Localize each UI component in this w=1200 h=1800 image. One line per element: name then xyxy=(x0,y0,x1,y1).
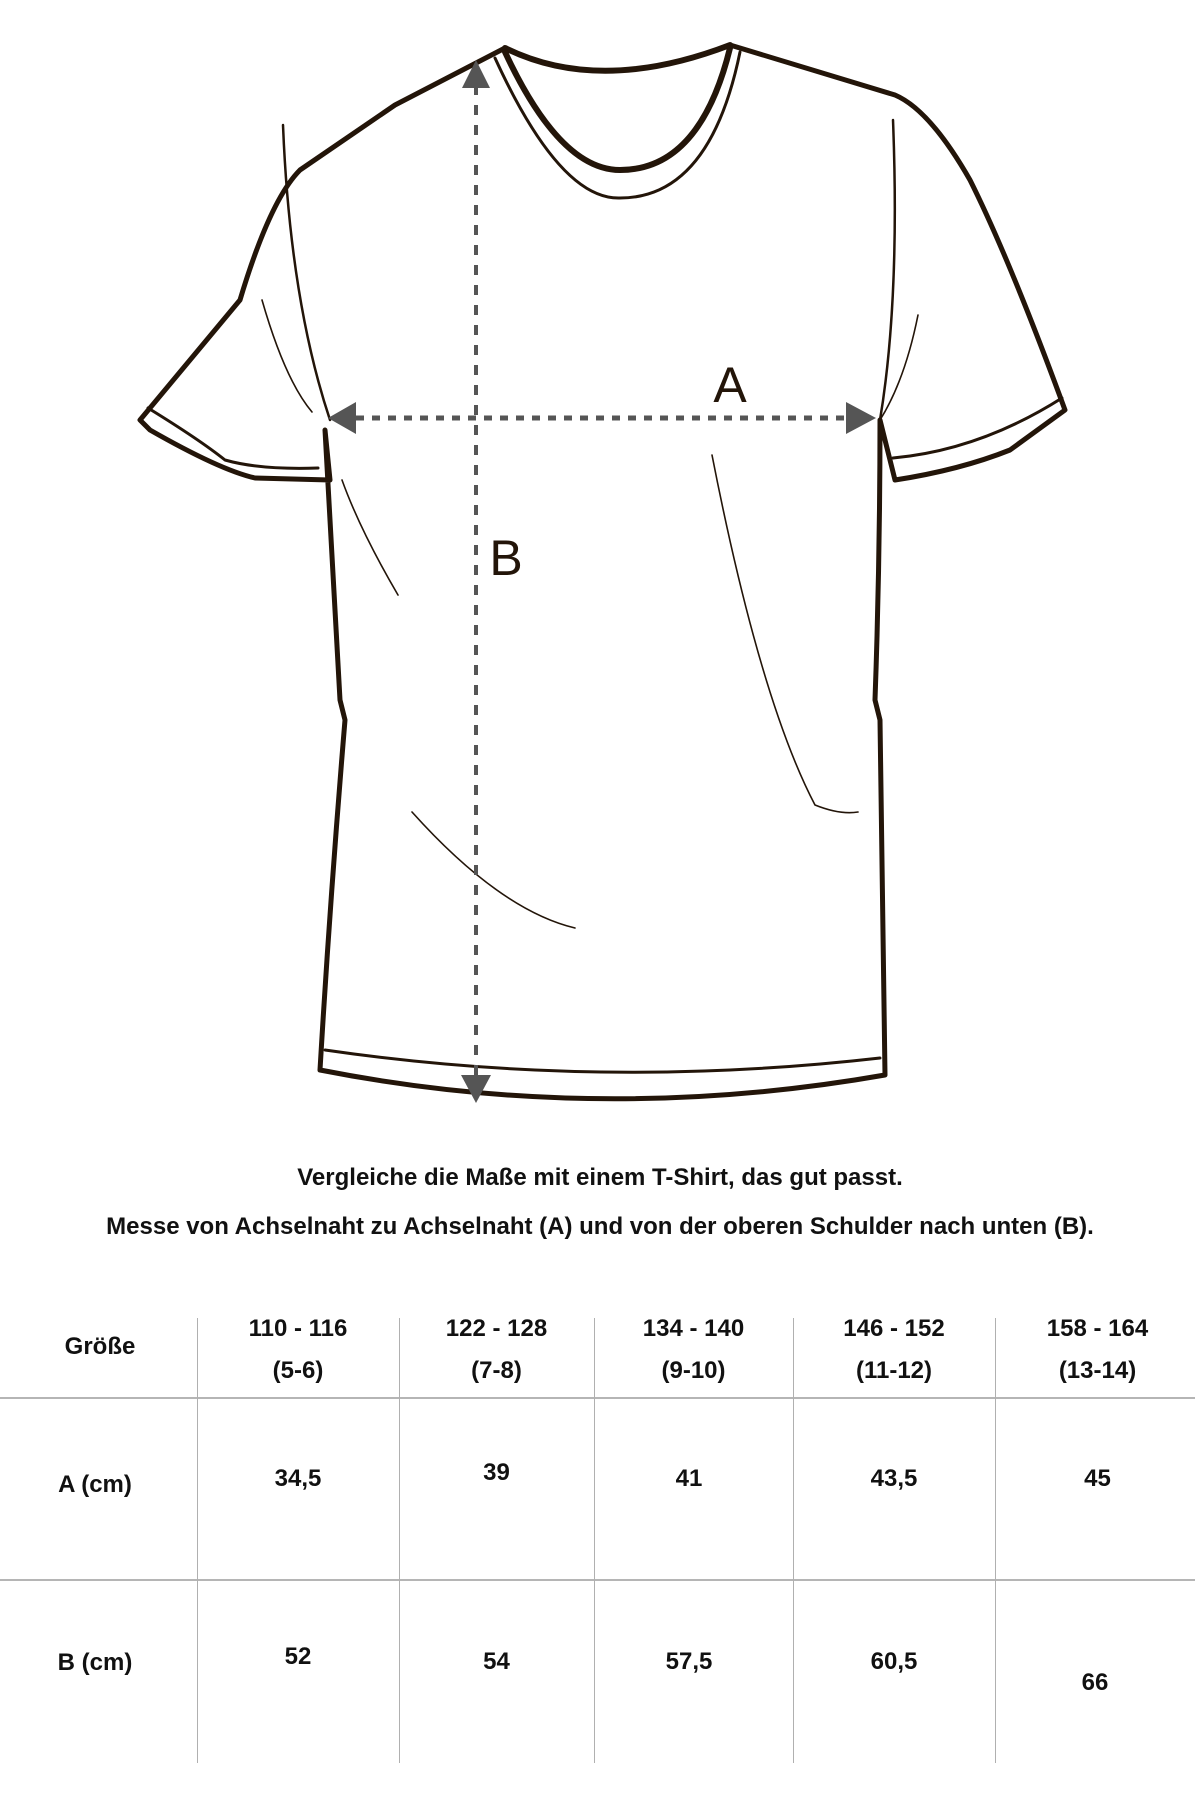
value-cell: 43,5 xyxy=(870,1465,918,1492)
bottom-hem xyxy=(325,1050,880,1072)
arrow-left-icon xyxy=(328,402,356,434)
arrow-right-icon xyxy=(846,402,876,434)
collar-outer xyxy=(495,52,740,198)
arrow-up-icon xyxy=(462,60,490,88)
size-range: 146 - 152 xyxy=(843,1315,945,1342)
row-label-a: A (cm) xyxy=(58,1471,132,1498)
wrinkle-1 xyxy=(342,480,398,595)
value-cell: 41 xyxy=(675,1465,703,1492)
value-cell: 60,5 xyxy=(870,1648,918,1675)
instruction-line-2: Messe von Achselnaht zu Achselnaht (A) und von der oberen Schulder nach unten (B). xyxy=(106,1213,1094,1240)
wrinkle-5 xyxy=(880,315,918,420)
size-range: 110 - 116 xyxy=(248,1315,348,1342)
collar-band xyxy=(505,48,730,170)
shirt-outline xyxy=(140,45,1065,1099)
label-a: A xyxy=(713,357,747,413)
size-age: (11-12) xyxy=(855,1357,933,1384)
size-range: 134 - 140 xyxy=(642,1315,745,1342)
right-sleeve-seam xyxy=(880,120,895,420)
size-age: (5-6) xyxy=(272,1357,324,1384)
size-age: (13-14) xyxy=(1058,1357,1137,1384)
size-age: (7-8) xyxy=(471,1357,522,1384)
size-range: 122 - 128 xyxy=(445,1315,548,1342)
label-b: B xyxy=(489,530,523,586)
row-divider xyxy=(0,1579,1195,1581)
size-range: 158 - 164 xyxy=(1046,1315,1149,1342)
size-age: (9-10) xyxy=(661,1357,726,1384)
value-cell: 54 xyxy=(483,1648,510,1675)
value-cell: 57,5 xyxy=(665,1648,713,1675)
instruction-line-1: Vergleiche die Maße mit einem T-Shirt, das gut passt. xyxy=(297,1164,903,1191)
header-divider xyxy=(0,1397,1195,1399)
row-label-b: B (cm) xyxy=(57,1649,133,1676)
value-cell: 66 xyxy=(1081,1669,1109,1696)
value-cell: 39 xyxy=(483,1459,510,1486)
value-cell: 52 xyxy=(284,1643,312,1670)
value-cell: 34,5 xyxy=(274,1465,322,1492)
size-table xyxy=(0,1300,1200,1770)
header-size-label: Größe xyxy=(64,1333,136,1360)
value-cell: 45 xyxy=(1084,1465,1111,1492)
left-sleeve-hem xyxy=(148,408,318,468)
wrinkle-2 xyxy=(712,455,858,813)
wrinkle-3 xyxy=(412,812,575,928)
collar-inner xyxy=(505,45,730,71)
